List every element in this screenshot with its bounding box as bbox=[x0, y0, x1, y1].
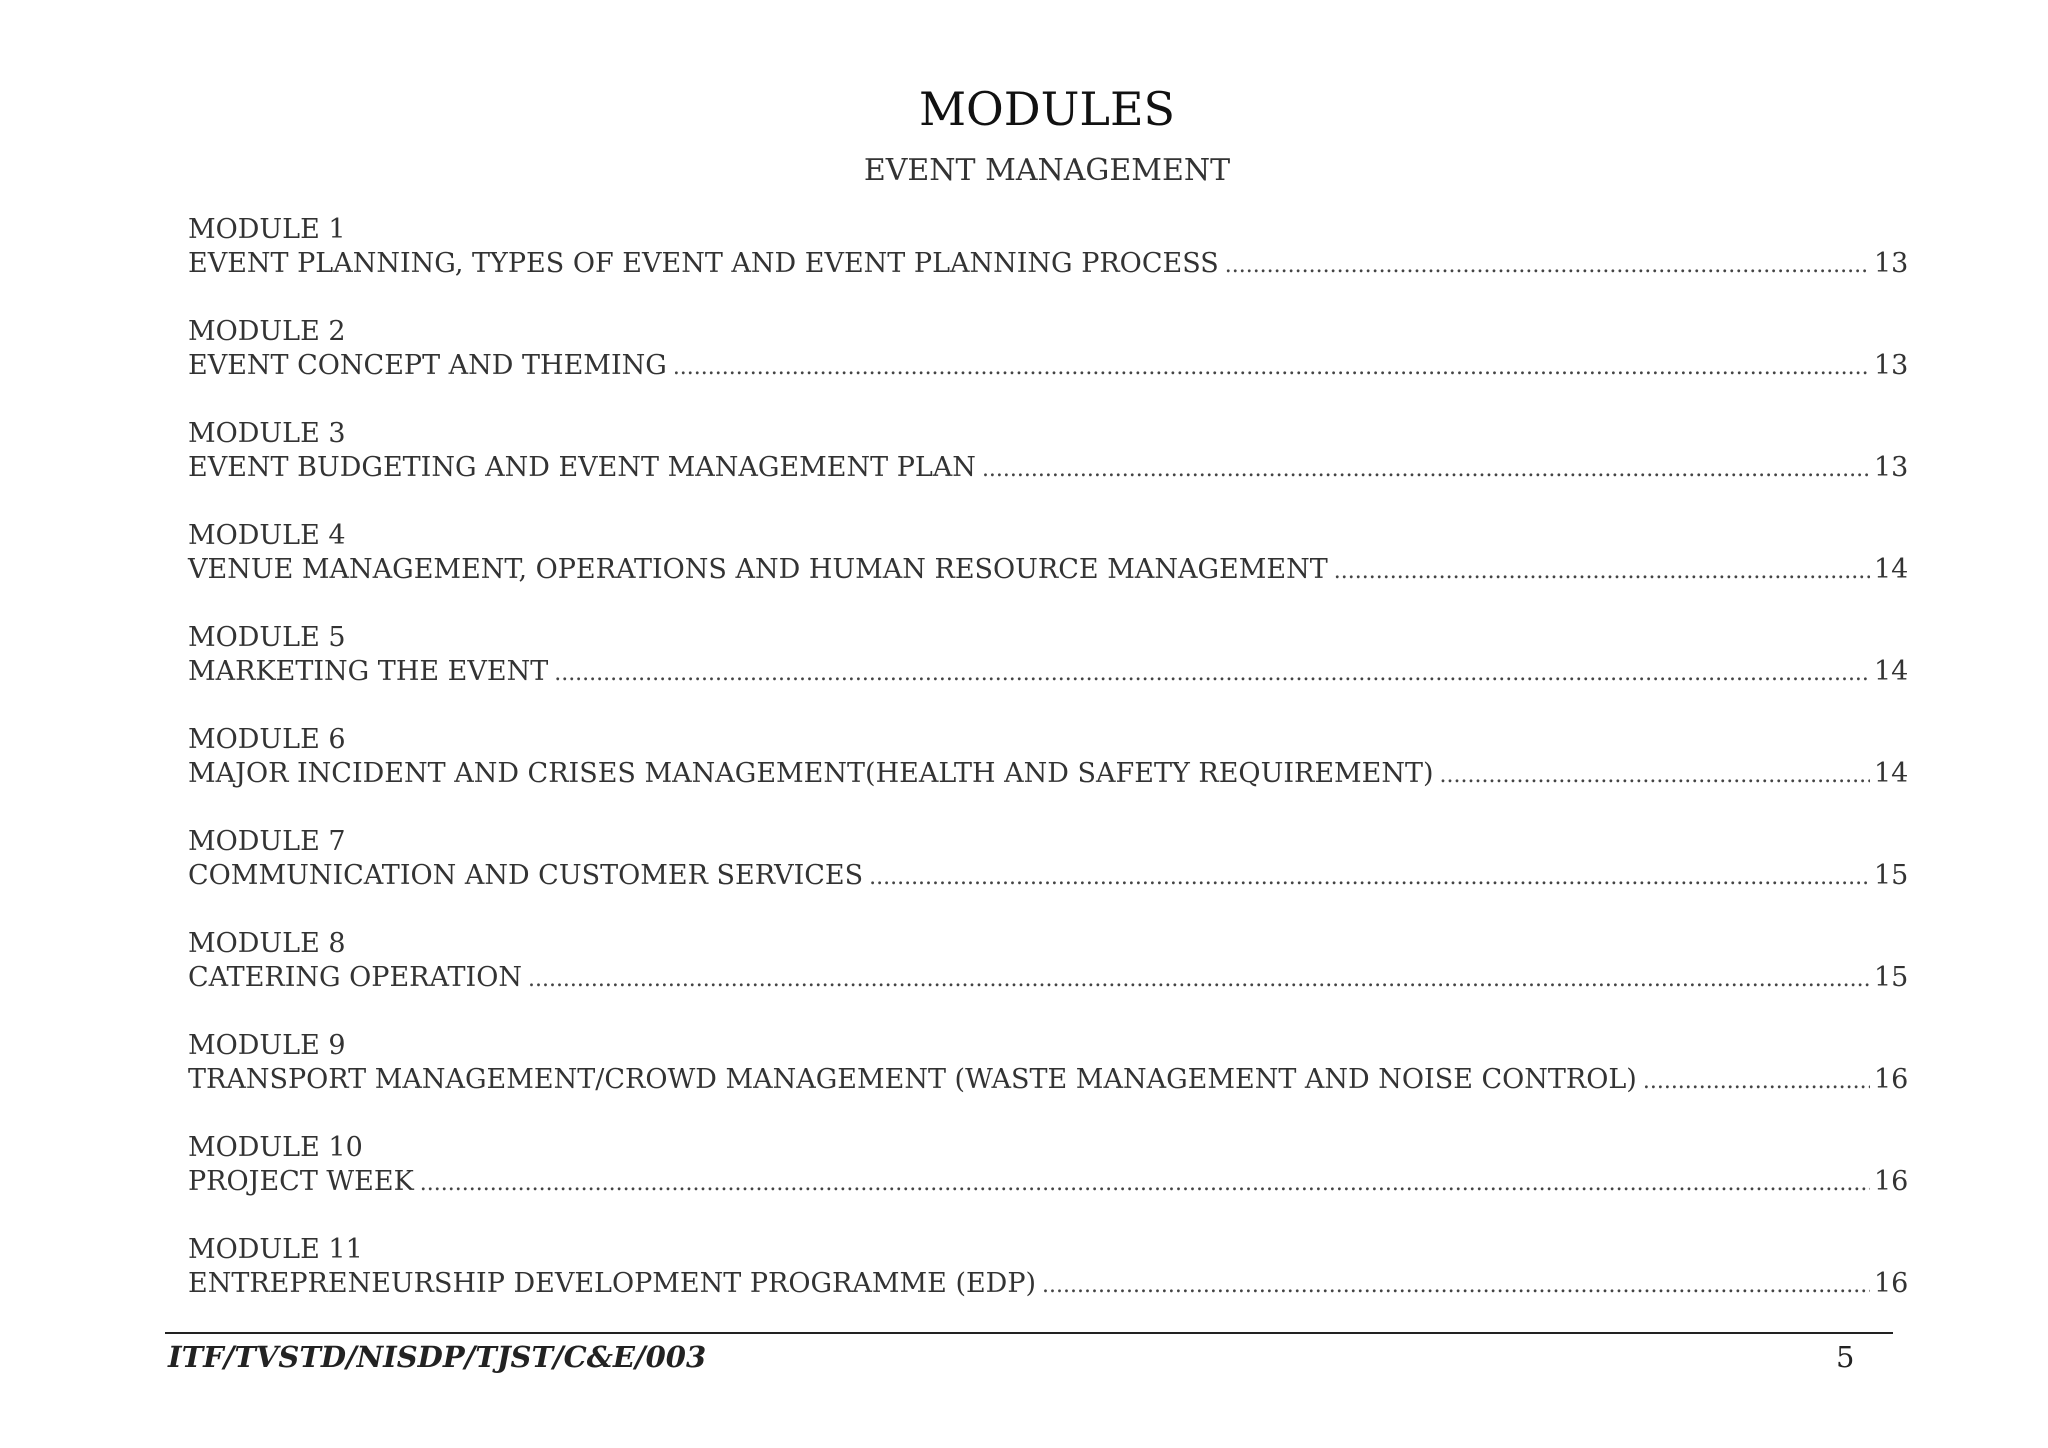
toc-line[interactable] bbox=[188, 961, 1908, 995]
module-title: EVENT CONCEPT AND THEMING bbox=[188, 350, 667, 381]
toc-line[interactable] bbox=[188, 1267, 1908, 1301]
page-number: 16 bbox=[1874, 1268, 1909, 1299]
page-number: 16 bbox=[1874, 1166, 1909, 1197]
toc-line[interactable] bbox=[188, 1165, 1908, 1199]
toc-entry-module-7 bbox=[188, 825, 1908, 927]
dot-leader bbox=[1334, 555, 1870, 589]
toc-line[interactable] bbox=[188, 349, 1908, 383]
dot-leader bbox=[1225, 249, 1870, 283]
module-label: MODULE 4 bbox=[188, 520, 346, 551]
module-label: MODULE 1 bbox=[188, 214, 346, 245]
dot-leader bbox=[420, 1167, 1870, 1201]
page-number: 16 bbox=[1874, 1064, 1909, 1095]
toc-line[interactable] bbox=[188, 553, 1908, 587]
page-number: 13 bbox=[1874, 350, 1909, 381]
toc-entry-module-6 bbox=[188, 723, 1908, 825]
module-title: ENTREPRENEURSHIP DEVELOPMENT PROGRAMME (EDP) bbox=[188, 1268, 1037, 1299]
module-title: EVENT PLANNING, TYPES OF EVENT AND EVENT PLANNING PROCESS bbox=[188, 248, 1219, 279]
toc-line[interactable] bbox=[188, 451, 1908, 485]
module-label: MODULE 11 bbox=[188, 1234, 363, 1265]
page-number: 14 bbox=[1874, 758, 1909, 789]
module-label: MODULE 2 bbox=[188, 316, 346, 347]
page-subtitle: EVENT MANAGEMENT bbox=[863, 153, 1231, 188]
toc-entry-module-4 bbox=[188, 519, 1908, 621]
dot-leader bbox=[673, 351, 1870, 385]
module-label: MODULE 7 bbox=[188, 826, 346, 857]
module-title: PROJECT WEEK bbox=[188, 1166, 414, 1197]
toc-entry-module-11 bbox=[188, 1233, 1908, 1335]
dot-leader bbox=[1440, 759, 1870, 793]
footer-page-number: 5 bbox=[1836, 1340, 1855, 1374]
dot-leader bbox=[1042, 1269, 1870, 1303]
module-label: MODULE 10 bbox=[188, 1132, 363, 1163]
module-title: VENUE MANAGEMENT, OPERATIONS AND HUMAN RESOURCE MANAGEMENT bbox=[188, 554, 1328, 585]
module-title: MAJOR INCIDENT AND CRISES MANAGEMENT(HEALTH AND SAFETY REQUIREMENT) bbox=[188, 758, 1434, 789]
page-number: 15 bbox=[1874, 962, 1909, 993]
page-number: 14 bbox=[1874, 554, 1909, 585]
toc-line[interactable] bbox=[188, 859, 1908, 893]
toc-entry-module-9 bbox=[188, 1029, 1908, 1131]
page-number: 13 bbox=[1874, 452, 1909, 483]
toc-entry-module-2 bbox=[188, 315, 1908, 417]
dot-leader bbox=[528, 963, 1870, 997]
module-label: MODULE 9 bbox=[188, 1030, 346, 1061]
table-of-contents bbox=[188, 213, 1908, 1335]
module-title: MARKETING THE EVENT bbox=[188, 656, 549, 687]
document-code: ITF/TVSTD/NISDP/TJST/C&E/003 bbox=[168, 1340, 707, 1374]
toc-line[interactable] bbox=[188, 1063, 1908, 1097]
module-label: MODULE 5 bbox=[188, 622, 346, 653]
module-title: EVENT BUDGETING AND EVENT MANAGEMENT PLAN bbox=[188, 452, 976, 483]
toc-line[interactable] bbox=[188, 757, 1908, 791]
toc-entry-module-5 bbox=[188, 621, 1908, 723]
dot-leader bbox=[1643, 1065, 1870, 1099]
page-number: 13 bbox=[1874, 248, 1909, 279]
module-title: TRANSPORT MANAGEMENT/CROWD MANAGEMENT (WASTE MANAGEMENT AND NOISE CONTROL) bbox=[188, 1064, 1637, 1095]
module-title: CATERING OPERATION bbox=[188, 962, 522, 993]
toc-entry-module-8 bbox=[188, 927, 1908, 1029]
toc-line[interactable] bbox=[188, 655, 1908, 689]
module-label: MODULE 3 bbox=[188, 418, 346, 449]
toc-entry-module-10 bbox=[188, 1131, 1908, 1233]
toc-entry-module-1 bbox=[188, 213, 1908, 315]
toc-line[interactable] bbox=[188, 247, 1908, 281]
footer-divider bbox=[165, 1332, 1893, 1334]
page-number: 15 bbox=[1874, 860, 1909, 891]
page-title: MODULES bbox=[918, 82, 1176, 136]
module-label: MODULE 6 bbox=[188, 724, 346, 755]
toc-entry-module-3 bbox=[188, 417, 1908, 519]
dot-leader bbox=[554, 657, 1870, 691]
dot-leader bbox=[982, 453, 1870, 487]
page-number: 14 bbox=[1874, 656, 1909, 687]
module-label: MODULE 8 bbox=[188, 928, 346, 959]
dot-leader bbox=[869, 861, 1870, 895]
module-title: COMMUNICATION AND CUSTOMER SERVICES bbox=[188, 860, 864, 891]
